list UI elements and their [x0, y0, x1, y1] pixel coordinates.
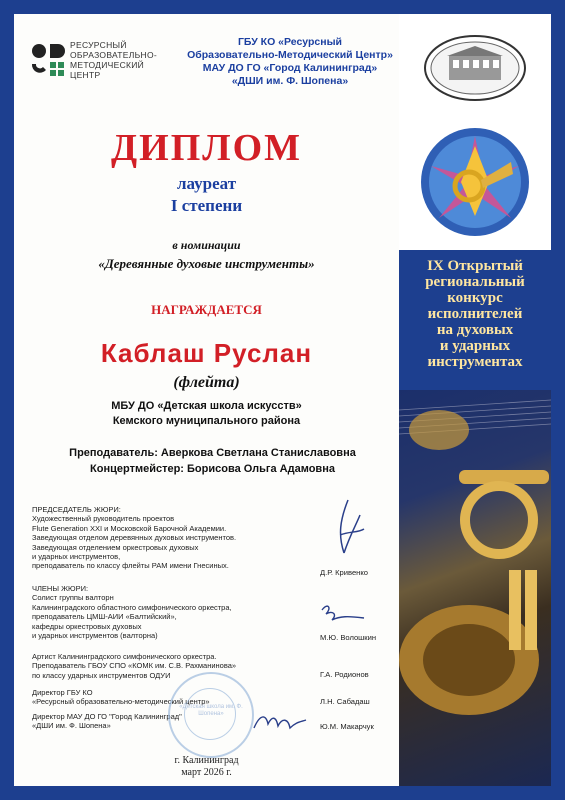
contest-title-line: исполнителей [427, 306, 523, 322]
contest-side-panel [399, 14, 551, 786]
school-stamp [168, 672, 254, 758]
rmc-logo-line: ЦЕНТР [70, 70, 101, 80]
jury-line: кафедры оркестровых духовых [32, 621, 142, 631]
signature-krivenko-icon [330, 495, 370, 565]
school-line: МБУ ДО «Детская школа искусств» [111, 400, 302, 412]
organizers [185, 36, 395, 88]
contest-title-line: инструментах [427, 354, 523, 370]
jury-line: Калининградского областного симфонического оркестра, [32, 602, 232, 612]
jury-chair-heading: ПРЕДСЕДАТЕЛЬ ЖЮРИ: [32, 505, 121, 514]
director1-name: Л.Н. Сабадаш [320, 697, 370, 706]
contest-title-line: IX Открытый [427, 258, 523, 274]
trumpet-illustration-icon [399, 390, 551, 786]
jury-member1-block [32, 584, 232, 640]
director2-block [32, 712, 182, 731]
jury-member1-name: М.Ю. Волошкин [320, 633, 377, 642]
brass-instrument-photo [399, 390, 551, 786]
contest-emblem-icon [419, 126, 531, 238]
rmc-logo-icon [30, 42, 66, 78]
rmc-logo-text [70, 40, 180, 80]
jury-members-heading: ЧЛЕНЫ ЖЮРИ: [32, 584, 89, 593]
laureate-label: лауреат [176, 174, 237, 193]
contest-title-line: конкурс [447, 290, 503, 306]
rmc-logo-line: РЕСУРСНЫЙ [70, 40, 127, 50]
rmc-logo-line: ОБРАЗОВАТЕЛЬНО- [70, 50, 158, 60]
jury-line: Заведующая отделом деревянных духовых инструментов. [32, 533, 237, 543]
jury-chair-block [32, 505, 236, 571]
director-line: Директор МАУ ДО ГО "Город Калининград" [32, 712, 182, 721]
jury-line: и ударных инструментов (валторна) [32, 631, 158, 641]
jury-line: по классу ударных инструментов ОДУИ [32, 670, 171, 680]
jury-chair-name: Д.Р. Кривенко [320, 568, 368, 577]
jury-line: и ударных инструментов, [32, 552, 121, 562]
jury-line: Преподаватель ГБОУ СПО «КОМК им. С.В. Рахманинова» [32, 661, 237, 671]
school-line: Кемского муниципального района [112, 415, 301, 427]
director2-name: Ю.М. Макарчук [320, 722, 374, 731]
jury-line: Артист Калининградского симфонического оркестра. [32, 652, 217, 661]
date: март 2026 г. [181, 767, 232, 778]
school-building-emblem-icon [423, 34, 527, 102]
jury-line: Солист группы валторн [32, 593, 114, 603]
jury-line: преподаватель ЦМШ-АИИ «Балтийский», [32, 612, 177, 622]
jury-line: преподаватель по классу флейты РАМ имени Гнесиных. [32, 561, 229, 571]
degree-label: I степени [170, 196, 243, 215]
signature-voloshkin-icon [318, 600, 368, 630]
diploma-title: ДИПЛОМ [111, 127, 302, 169]
organizer-line: ГБУ КО «Ресурсный [237, 36, 343, 48]
recipient-name: Каблаш Руслан [100, 338, 313, 368]
jury-line: Flute Generation XXI и Московской Барочной Академии. [32, 523, 227, 533]
teacher: Преподаватель: Аверкова Светлана Станиславовна [69, 447, 356, 459]
rmc-logo-line: МЕТОДИЧЕСКИЙ [70, 60, 145, 70]
director-line: «Ресурсный образовательно-методический центр» [32, 697, 210, 707]
accompanist: Концертмейстер: Борисова Ольга Адамовна [90, 463, 335, 475]
instrument: (флейта) [173, 374, 240, 391]
jury-line: Художественный руководитель проектов [32, 514, 175, 524]
city: г. Калининград [174, 755, 239, 766]
contest-title-line: и ударных [439, 338, 511, 354]
director-line: «ДШИ им. Ф. Шопена» [32, 721, 111, 731]
organizer-line: Образовательно-Методический Центр» [187, 49, 393, 61]
signature-makarchuk-icon [250, 708, 310, 738]
contest-title [405, 258, 545, 370]
organizer-line: МАУ ДО ГО «Город Калининград» [202, 62, 378, 74]
organizer-line: «ДШИ им. Ф. Шопена» [231, 75, 349, 87]
jury-member2-name: Г.А. Родионов [320, 670, 369, 679]
contest-title-line: на духовых [436, 322, 514, 338]
contest-title-line: региональный [425, 274, 525, 290]
stamp-text: «Детская школа им. Ф. Шопена» [179, 704, 243, 717]
awarded-label: НАГРАЖДАЕТСЯ [151, 302, 262, 317]
director-line: Директор ГБУ КО [32, 688, 93, 697]
jury-line: Заведующая отделением оркестровых духовых [32, 542, 199, 552]
nomination: «Деревянные духовые инструменты» [98, 256, 315, 271]
nomination-intro: в номинации [172, 238, 241, 252]
